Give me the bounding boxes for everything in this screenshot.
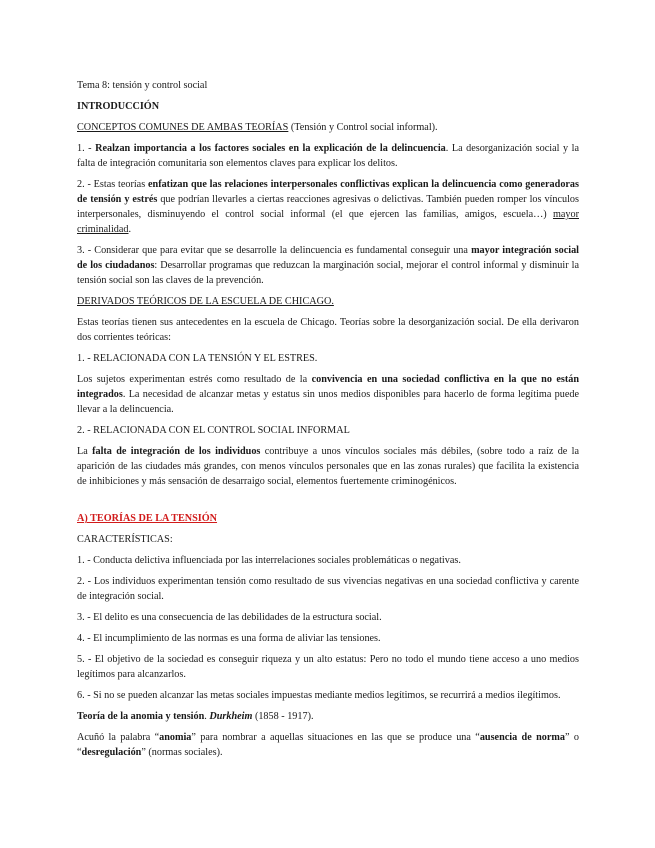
list-item: 2. - Los individuos experimentan tensión como resultado de sus vivencias negativas en una sociedad conflictiva y carente de integración social. (77, 576, 579, 602)
list-item: 3. - El delito es una consecuencia de las debilidades de la estructura social. (77, 612, 382, 623)
p3-bold: mayor integración social de los ciudadanos (77, 245, 579, 271)
section-a-heading: A) TEORÍAS DE LA TENSIÓN (77, 513, 218, 524)
anomia-paragraph (77, 730, 579, 760)
list-item: 4. - El incumplimiento de las normas es una forma de aliviar las tensiones. (77, 633, 381, 644)
conceptos-heading: CONCEPTOS COMUNES DE AMBAS TEORÍAS (77, 122, 289, 133)
list-item: 5. - El objetivo de la sociedad es conseguir riqueza y un alto estatus: Pero no todo el mundo tiene acceso a uno medios legítimos para alcanzarlos. (77, 654, 579, 680)
p2-rest: que podrían llevarles a ciertas reacciones agresivas o delictivas. También pueden romper los vínculos interpersonales, disminuyendo el control social informal (el que ejercen las familias, amigos, escuela…) (77, 194, 579, 220)
intro-heading: INTRODUCCIÓN (77, 101, 160, 112)
p1-prefix: 1. - (77, 143, 96, 154)
rel2-heading: 2. - RELACIONADA CON EL CONTROL SOCIAL INFORMAL (77, 425, 350, 436)
conceptos-line (77, 120, 579, 135)
p2-bold: enfatizan que las relaciones interpersonales conflictivas explican la delincuencia como generadoras de tensión y estrés (77, 179, 579, 205)
rel1-rest: . La necesidad de alcanzar metas y estatus sin unos medios disponibles para hacerlo de forma legítima puede llevar a la delincuencia. (77, 389, 579, 415)
anomia-word-ausencia: ausencia de norma (479, 732, 565, 743)
p2-underlined: mayor criminalidad (77, 209, 579, 235)
anomia-text-pre: Acuñó la palabra “ (77, 732, 160, 743)
doc-title: Tema 8: tensión y control social (77, 80, 208, 91)
document-body (77, 78, 579, 760)
p2-end: . (128, 224, 132, 235)
p2-prefix: 2. - Estas teorías (77, 179, 148, 190)
rel1-paragraph (77, 372, 579, 417)
anomia-author: Durkheim (209, 711, 253, 722)
rel2-bold: falta de integración de los individuos (92, 446, 261, 457)
anomia-sep: . (204, 711, 210, 722)
rel2-paragraph (77, 444, 579, 489)
rel1-bold: convivencia en una sociedad conflictiva en la que no están integrados (77, 374, 579, 400)
anomia-heading (77, 709, 579, 724)
derivados-text: Estas teorías tienen sus antecedentes en la escuela de Chicago. Teorías sobre la desorganización social. De ella derivaron dos corrientes teóricas: (77, 317, 579, 343)
rel1-prefix: Los sujetos experimentan estrés como resultado de la (77, 374, 312, 385)
conceptos-note: (Tensión y Control social informal). (288, 122, 438, 133)
rel2-rest: contribuye a unos vínculos sociales más débiles, (sobre todo a raíz de la aparición de las ciudades más grandes, con menos vínculos personales que en las zonas rurales) que facilita la existencia de inhibiciones y más sensación de desarraigo social, elementos fuertemente criminogénicos. (77, 446, 580, 487)
list-item: 1. - Conducta delictiva influenciada por las interrelaciones sociales problemáticas o negativas. (77, 555, 461, 566)
p3-prefix: 3. - Considerar que para evitar que se desarrolle la delincuencia es fundamental conseguir una (77, 245, 472, 256)
anomia-title: Teoría de la anomia y tensión (77, 711, 205, 722)
anomia-text-mid2: ” o “ (77, 732, 579, 758)
anomia-years: (1858 - 1917). (252, 711, 314, 722)
paragraph-2 (77, 177, 579, 237)
anomia-text-end: ” (normas sociales). (141, 747, 223, 758)
anomia-word-desregulacion: desregulación (81, 747, 142, 758)
paragraph-3 (77, 243, 579, 288)
section-a-line (77, 511, 579, 526)
anomia-word-anomia: anomia (159, 732, 192, 743)
list-item: 6. - Si no se pueden alcanzar las metas sociales impuestas mediante medios legítimos, se recurrirá a medios ilegítimos. (77, 690, 561, 701)
rel1-heading: 1. - RELACIONADA CON LA TENSIÓN Y EL ESTRES. (77, 353, 318, 364)
caracteristicas-label: CARACTERÍSTICAS: (77, 534, 173, 545)
rel2-prefix: La (77, 446, 93, 457)
p3-rest: : Desarrollar programas que reduzcan la marginación social, mejorar el control informal y disminuir la tensión social son las claves de la prevención. (77, 260, 579, 286)
p1-bold: Realzan importancia a los factores sociales en la explicación de la delincuencia (95, 143, 446, 154)
paragraph-1 (77, 141, 579, 171)
derivados-heading: DERIVADOS TEÓRICOS DE LA ESCUELA DE CHICAGO. (77, 296, 334, 307)
anomia-text-mid1: ” para nombrar a aquellas situaciones en las que se produce una “ (191, 732, 480, 743)
p1-rest: . La desorganización social y la falta de integración comunitaria son elementos claves para explicar los delitos. (77, 143, 579, 169)
